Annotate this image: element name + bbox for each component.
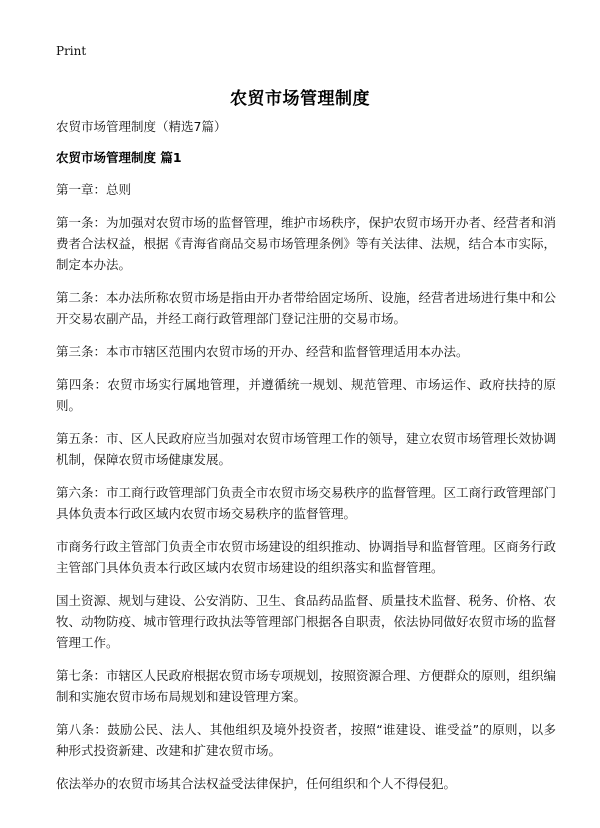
- commerce-department-paragraph: 市商务行政主管部门负责全市农贸市场建设的组织推动、协调指导和监督管理。区商务行政主管部门具体负责本行政区域内农贸市场建设的组织落实和监督管理。: [56, 539, 557, 575]
- document-subtitle: 农贸市场管理制度（精选7篇）: [56, 119, 227, 134]
- section-heading: 农贸市场管理制度 篇1: [56, 150, 182, 165]
- cooperating-departments-paragraph: 国土资源、规划与建设、公安消防、卫生、食品药品监督、质量技术监督、税务、价格、农牧、动物防疫、城市管理行政执法等管理部门根据各自职责，依法协同做好农贸市场的监督管理工作。: [56, 593, 557, 650]
- article-4-paragraph: 第四条：农贸市场实行属地管理，并遵循统一规划、规范管理、市场运作、政府扶持的原则。: [56, 377, 556, 413]
- chapter-heading: 第一章：总则: [56, 182, 132, 197]
- article-7-paragraph: 第七条：市辖区人民政府根据农贸市场专项规划，按照资源合理、方便群众的原则，组织编制和实施农贸市场布局规划和建设管理方案。: [56, 668, 557, 704]
- article-2-paragraph: 第二条：本办法所称农贸市场是指由开办者带给固定场所、设施，经营者进场进行集中和公开交易农副产品，并经工商行政管理部门登记注册的交易市场。: [56, 290, 557, 326]
- article-1-paragraph: 第一条：为加强对农贸市场的监督管理，维护市场秩序，保护农贸市场开办者、经营者和消费者合法权益，根据《青海省商品交易市场管理条例》等有关法律、法规，结合本市实际，制定本办法。: [56, 215, 557, 272]
- article-8-paragraph: 第八条：鼓励公民、法人、其他组织及境外投资者，按照“谁建设、谁受益”的原则，以多种形式投资新建、改建和扩建农贸市场。: [56, 722, 556, 758]
- print-link[interactable]: Print: [56, 44, 87, 58]
- article-6-paragraph: 第六条：市工商行政管理部门负责全市农贸市场交易秩序的监督管理。区工商行政管理部门具体负责本行政区域内农贸市场交易秩序的监督管理。: [56, 485, 557, 521]
- page-title: 农贸市场管理制度: [230, 89, 370, 109]
- article-3-paragraph: 第三条：本市市辖区范围内农贸市场的开办、经营和监督管理适用本办法。: [56, 344, 469, 359]
- legal-protection-paragraph: 依法举办的农贸市场其合法权益受法律保护，任何组织和个人不得侵犯。: [56, 776, 457, 791]
- document-body: [56, 118, 556, 806]
- article-5-paragraph: 第五条：市、区人民政府应当加强对农贸市场管理工作的领导，建立农贸市场管理长效协调机制，保障农贸市场健康发展。: [56, 431, 557, 467]
